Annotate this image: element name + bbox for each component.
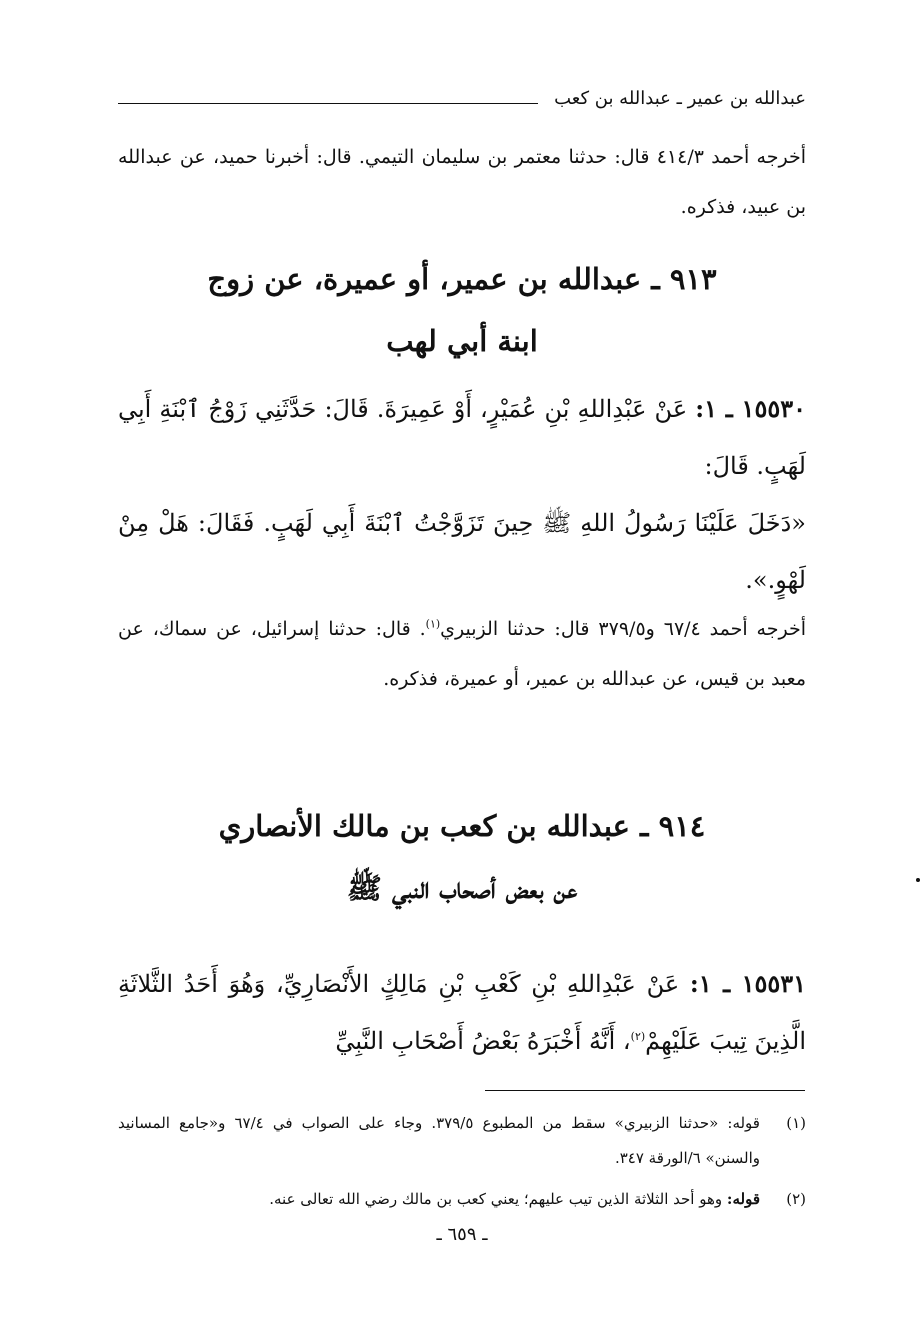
footnote-ref-1: (١) — [425, 617, 441, 631]
section-heading-914-line2: عن بعض أصحاب النبي ﷺ — [346, 871, 578, 905]
footnote-ref-2: (٢) — [630, 1030, 646, 1043]
hadith-15530-number: ١٥٥٣٠ ـ ١: — [695, 394, 806, 423]
hadith-15531 — [118, 955, 806, 1070]
hadith-15531-number: ١٥٥٣١ ـ ١: — [689, 969, 807, 998]
running-head-rule — [118, 103, 538, 104]
running-head-title: عبدالله بن عمير ـ عبدالله بن كعب — [554, 87, 806, 109]
hadith-15531-text-a: عَنْ عَبْدِاللهِ بْنِ كَعْبِ بْنِ مَالِكٍ الأَنْصَارِيِّ، وَهُوَ أَحَدُ الثَّلاثَةِ الَّذِينَ تِيبَ عَلَيْهِمْ — [118, 970, 806, 1055]
footnote-2 — [118, 1182, 806, 1217]
takhrij-15530-text-a: أخرجه أحمد ٦٧/٤ و٣٧٩/٥ قال: حدثنا الزبيري — [440, 618, 806, 640]
section-heading-914 — [118, 795, 806, 919]
running-head — [118, 84, 806, 112]
section-heading-913-line2: ابنة أبي لهب — [386, 324, 538, 358]
page-number: ـ ٦٥٩ ـ — [436, 1224, 488, 1245]
takhrij-15530-text-b: . قال: حدثنا إسرائيل، عن سماك، عن معبد بن قيس، عن عبدالله بن عمير، أو عميرة، فذكره. — [118, 618, 806, 690]
hadith-15531-text-b: ، أَنَّهُ أَخْبَرَهُ بَعْضُ أَصْحَابِ النَّبِيِّ — [335, 1027, 631, 1055]
footnote-2-body — [118, 1182, 760, 1217]
footnote-separator — [485, 1090, 805, 1091]
section-heading-914-line1: ٩١٤ ـ عبدالله بن كعب بن مالك الأنصاري — [218, 809, 706, 843]
margin-mark — [916, 878, 920, 882]
takhrij-paragraph-1: أخرجه أحمد ٤١٤/٣ قال: حدثنا معتمر بن سليمان التيمي. قال: أخبرنا حميد، عن عبدالله بن عبيد، فذكره. — [118, 146, 806, 218]
footnote-1 — [118, 1106, 806, 1176]
footnote-2-number: (٢) — [786, 1190, 806, 1208]
hadith-15530 — [118, 380, 806, 609]
hadith-15530-quote: «دَخَلَ عَلَيْنَا رَسُولُ اللهِ ﷺ حِينَ تَزَوَّجْتُ ٱبْنَةَ أَبِي لَهَبٍ. فَقَالَ: هَلْ مِنْ لَهْوٍ.». — [118, 509, 806, 594]
section-heading-913 — [118, 248, 806, 372]
footnote-1-text: قوله: «حدثنا الزبيري» سقط من المطبوع ٣٧٩/٥. وجاء على الصواب في ٦٧/٤ و«جامع المسانيد والسنن» ٦/الورقة ٣٤٧. — [118, 1114, 760, 1167]
hadith-15530-text: عَنْ عَبْدِاللهِ بْنِ عُمَيْرٍ، أَوْ عَمِيرَةَ. قَالَ: حَدَّثَنِي زَوْجُ ٱبْنَةِ أَبِي لَهَبٍ. قَالَ: — [118, 395, 806, 480]
footnote-2-label: قوله: — [726, 1190, 760, 1208]
takhrij-paragraph-15530 — [118, 604, 806, 704]
footnote-2-text: وهو أحد الثلاثة الذين تيب عليهم؛ يعني كعب بن مالك رضي الله تعالى عنه. — [269, 1190, 723, 1208]
footnote-1-number: (١) — [786, 1114, 806, 1132]
section-heading-913-line1: ٩١٣ ـ عبدالله بن عمير، أو عميرة، عن زوج — [207, 262, 717, 296]
